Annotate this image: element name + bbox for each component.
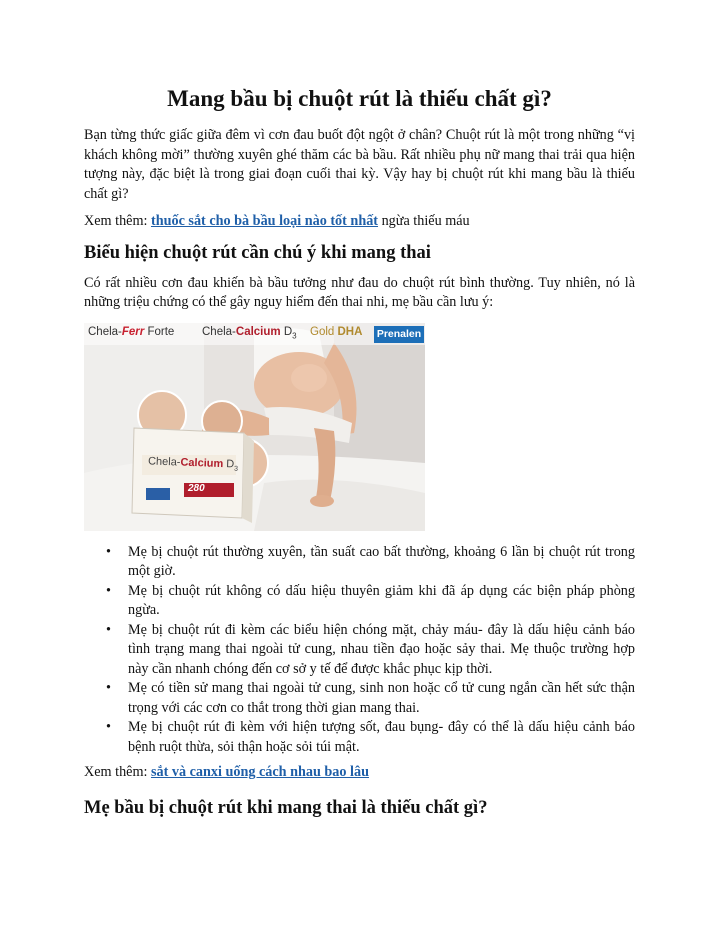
list-item-text: Mẹ có tiền sử mang thai ngoài tử cung, sinh non hoặc cổ tử cung ngắn cần hết sức thận trọng với các cơn co thắt trong thời gian mang thai. — [128, 680, 635, 716]
brand2-part-a: Chela- — [202, 325, 236, 338]
brand-prenalen: Prenalen — [376, 327, 422, 340]
brand-chela-calcium-d3 — [202, 326, 297, 340]
bullet-icon: • — [106, 680, 111, 696]
list-item — [106, 621, 635, 680]
brand2-part-c: D — [280, 325, 293, 338]
symptom-list — [84, 543, 635, 758]
bullet-icon: • — [106, 621, 111, 638]
brand1-part-b: Ferr — [121, 325, 145, 338]
list-item-text: Mẹ bị chuột rút thường xuyên, tần suất cao bất thường, khoảng 6 lần bị chuột rút trong một giờ. — [128, 543, 635, 579]
see-also-2 — [84, 763, 635, 783]
see-also-1-link[interactable]: thuốc sắt cho bà bầu loại nào tốt nhất — [150, 213, 379, 229]
section-2-heading: Mẹ bầu bị chuột rút khi mang thai là thiếu chất gì? — [84, 797, 488, 818]
product-box — [132, 428, 254, 523]
brand1-part-a: Chela- — [88, 325, 122, 338]
bullet-icon: • — [106, 543, 111, 560]
brand-gold-dha — [310, 326, 362, 338]
box-brand-subscript: 3 — [233, 465, 239, 473]
brand3-part-a: Gold — [310, 325, 338, 338]
see-also-1-prefix: Xem thêm: — [84, 213, 151, 229]
brand3-part-b: DHA — [337, 325, 363, 338]
bullet-icon: • — [106, 582, 111, 599]
list-item-text: Mẹ bị chuột rút không có dấu hiệu thuyên giảm khi đã áp dụng các biện pháp phòng ngừa. — [128, 582, 635, 618]
page-title: Mang bầu bị chuột rút là thiếu chất gì? — [167, 86, 552, 111]
box-brand-part-a: Chela- — [147, 454, 181, 469]
bullet-icon: • — [106, 719, 111, 735]
document-page — [84, 84, 635, 829]
brand1-part-c: Forte — [144, 325, 175, 338]
brand2-subscript: 3 — [292, 330, 297, 340]
intro-paragraph: Bạn từng thức giấc giữa đêm vì cơn đau buốt đột ngột ở chân? Chuột rút là một trong những “vị khách không mời” thường xuyên ghé thăm các bà bầu. Rất nhiều phụ nữ mang thai trải qua hiện tượng này, đặc biệt là trong giai đoạn cuối thai kỳ. Vậy hay bị chuột rút khi mang bầu là thiếu chất gì? — [84, 127, 635, 202]
section-1-paragraph: Có rất nhiều cơn đau khiến bà bầu tưởng như đau do chuột rút bình thường. Tuy nhiên, nó là những triệu chứng có thể gây nguy hiểm đến thai nhi, mẹ bầu cần lưu ý: — [84, 274, 635, 310]
see-also-1-suffix: ngừa thiếu máu — [378, 213, 470, 229]
brand-chela-ferr-forte — [88, 326, 174, 338]
list-item — [106, 543, 635, 582]
list-item — [106, 582, 635, 621]
list-item — [106, 718, 635, 757]
pregnant-woman-image — [84, 323, 425, 531]
list-item-text: Mẹ bị chuột rút đi kèm các biểu hiện chóng mặt, chảy máu- đây là dấu hiệu cảnh báo tình trạng mang thai ngoài tử cung, nhau tiền đạo hoặc sảy thai. Mẹ thuộc trường hợp này cần nhanh chóng đến cơ sở y tế để được khắc phục kịp thời. — [128, 621, 635, 677]
box-brand-label — [148, 455, 239, 472]
list-item — [106, 679, 635, 718]
see-also-2-prefix: Xem thêm: — [84, 764, 151, 780]
box-brand-part-c: D — [223, 457, 235, 470]
section-1-heading: Biểu hiện chuột rút cần chú ý khi mang thai — [84, 242, 431, 263]
box-count-label: 280 — [188, 482, 205, 494]
photo-illustration — [84, 323, 425, 531]
see-also-2-link[interactable]: sắt và canxi uống cách nhau bao lâu — [150, 764, 369, 780]
box-brand-part-b: Calcium — [180, 456, 224, 470]
brand2-part-b: Calcium — [235, 325, 281, 338]
see-also-1 — [84, 212, 635, 232]
list-item-text: Mẹ bị chuột rút đi kèm với hiện tượng sốt, đau bụng- đây có thể là dấu hiệu cảnh báo bệnh ruột thừa, sỏi thận hoặc sỏi túi mật. — [128, 719, 635, 755]
